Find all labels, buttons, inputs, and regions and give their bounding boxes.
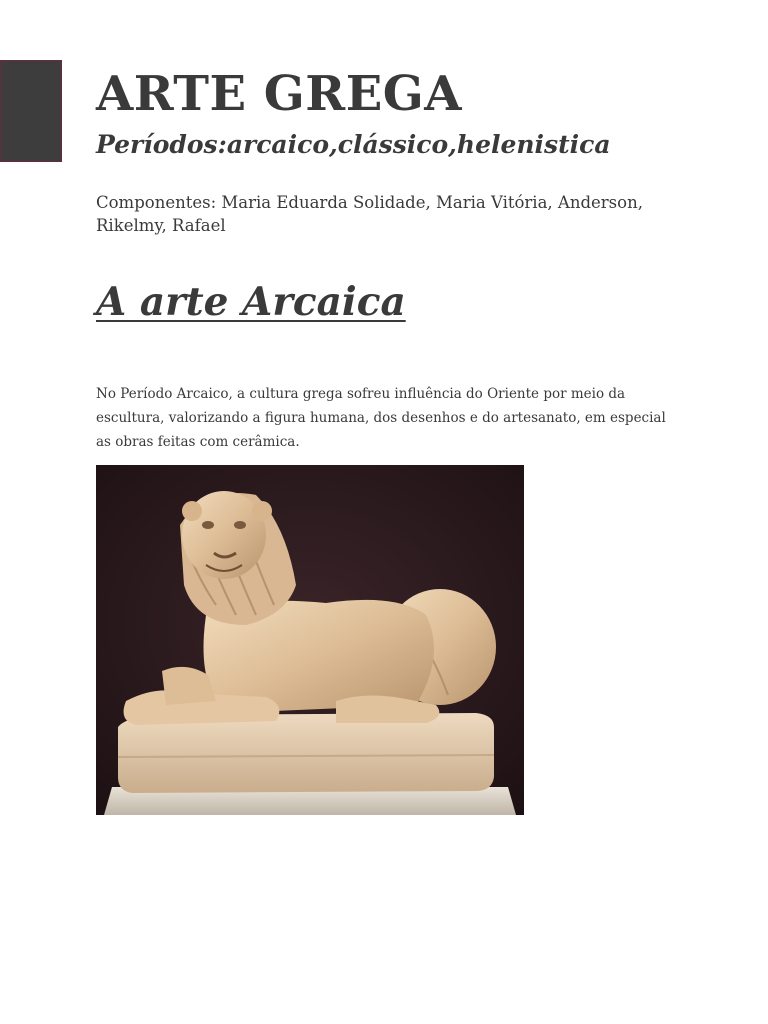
components-list: Componentes: Maria Eduarda Solidade, Maria Vitória, Anderson, Rikelmy, Rafael — [96, 193, 643, 235]
section-heading: A arte Arcaica — [96, 279, 406, 325]
section-paragraph: No Período Arcaico, a cultura grega sofreu influência do Oriente por meio da escultura, valorizando a figura humana, dos desenhos e do artesanato, em especial as obras feitas com cerâmica. — [96, 386, 666, 450]
page-subtitle: Períodos:arcaico,clássico,helenistica — [96, 130, 611, 159]
decorative-side-block — [0, 60, 62, 162]
page-title: ARTE GREGA — [96, 66, 463, 122]
lion-sculpture-photo — [96, 465, 524, 815]
